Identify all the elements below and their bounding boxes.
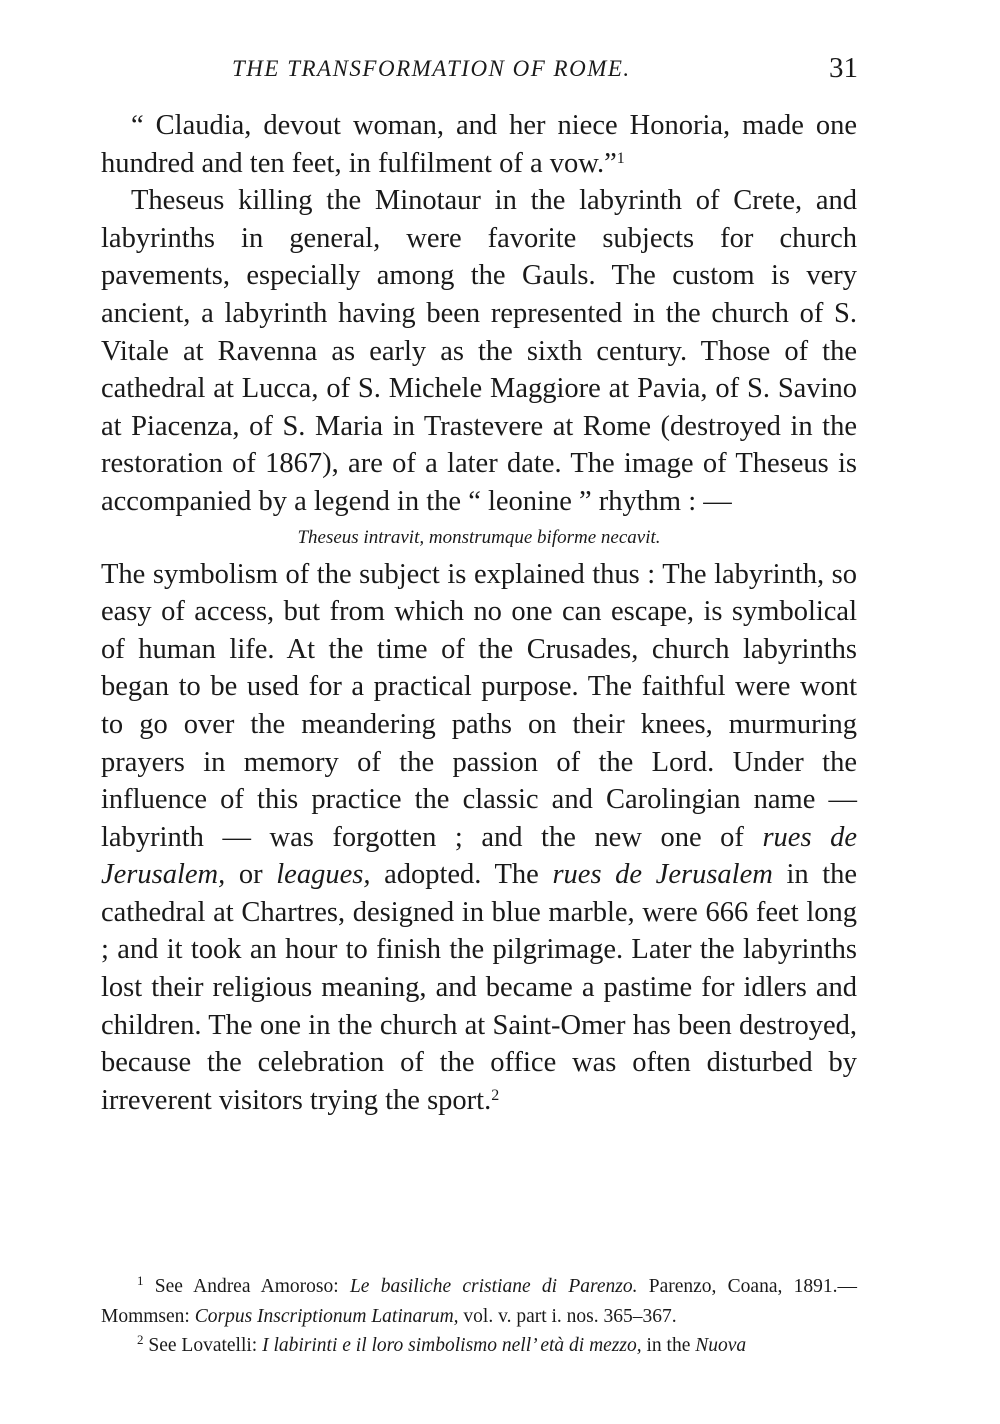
paragraph-symbolism xyxy=(101,556,857,1120)
footnote-text: See Lovatelli: xyxy=(148,1335,258,1356)
running-header xyxy=(100,52,858,88)
footnote-mark: 2 xyxy=(137,1332,144,1347)
paragraph-text: The symbolism of the subject is explained thus : The labyrinth, so easy of access, but from which no one can escape, is symbolical of human life. At the time of the Crusades, church labyrinths began to be used for a practical purpose. The faithful were wont to go over the meandering paths on their knees, murmuring prayers in memory of the passion of the Lord. Under the influence of this practice the classic and Carolingian name — labyrinth — was forgotten ; and the new one of xyxy=(101,558,857,853)
footnote-mark: 1 xyxy=(137,1273,144,1288)
running-title: THE TRANSFORMATION OF ROME. xyxy=(232,56,631,81)
footnote-ref-2: 2 xyxy=(491,1086,500,1104)
footnote-title: Corpus Inscriptionum Latinarum, xyxy=(194,1305,459,1327)
footnote-text: See Andrea Amoroso: xyxy=(154,1276,339,1297)
epigraph: Theseus intravit, monstrumque biforme necavit. xyxy=(297,526,661,548)
footnote-text: vol. v. part i. nos. 365–367. xyxy=(463,1305,677,1327)
footnote-ref-1: 1 xyxy=(616,149,625,167)
paragraph-text: in the cathedral at Chartres, designed in blue marble, were 666 feet long ; and it took an hour to finish the pilgrimage. Later the labyrinths lost their religious meaning, and became a pastime for idlers and children. The one in the church at Saint-Omer has been destroyed, because the celebration of the office was often disturbed by irreverent visitors trying the sport. xyxy=(101,859,858,1116)
footnote-title: I labirinti e il loro simbolismo nell’ età di mezzo, xyxy=(262,1335,642,1356)
footnote-title: Le basiliche cristiane di Parenzo. xyxy=(349,1276,638,1297)
italic-term: rues de Jerusalem xyxy=(552,859,773,891)
footnote-text: Parenzo, Coana, 1891.— Mommsen: xyxy=(101,1276,858,1327)
footnote-title: Nuova xyxy=(695,1335,747,1356)
footnote-1 xyxy=(101,1272,857,1331)
paragraph-text: “ Claudia, devout woman, and her niece Honoria, made one hundred and ten feet, in fulfilment of a vow.” xyxy=(101,110,857,179)
paragraph-labyrinths: Theseus killing the Minotaur in the labyrinth of Crete, and labyrinths in general, were favorite subjects for church pavements, especially among the Gauls. The custom is very ancient, a labyrinth having been represented in the church of S. Vitale at Ravenna as early as the sixth century. Those of the cathedral at Lucca, of S. Michele Maggiore at Pavia, of S. Savino at Piacenza, of S. Maria in Trastevere at Rome (destroyed in the restoration of 1867), are of a later date. The image of Theseus is accompanied by a legend in the “ leonine ” rhythm : — xyxy=(101,185,857,517)
footnote-text: in the xyxy=(646,1335,691,1356)
footnotes xyxy=(101,1272,857,1361)
paragraph-text: or xyxy=(238,859,263,891)
page-number: 31 xyxy=(829,52,858,84)
page-body xyxy=(101,107,857,1119)
italic-term: rues de Jerusalem, xyxy=(101,821,858,891)
paragraph-text: adopted. The xyxy=(384,859,539,891)
footnote-2 xyxy=(101,1331,857,1361)
italic-term: leagues, xyxy=(276,859,371,891)
paragraph-quote xyxy=(101,107,857,182)
